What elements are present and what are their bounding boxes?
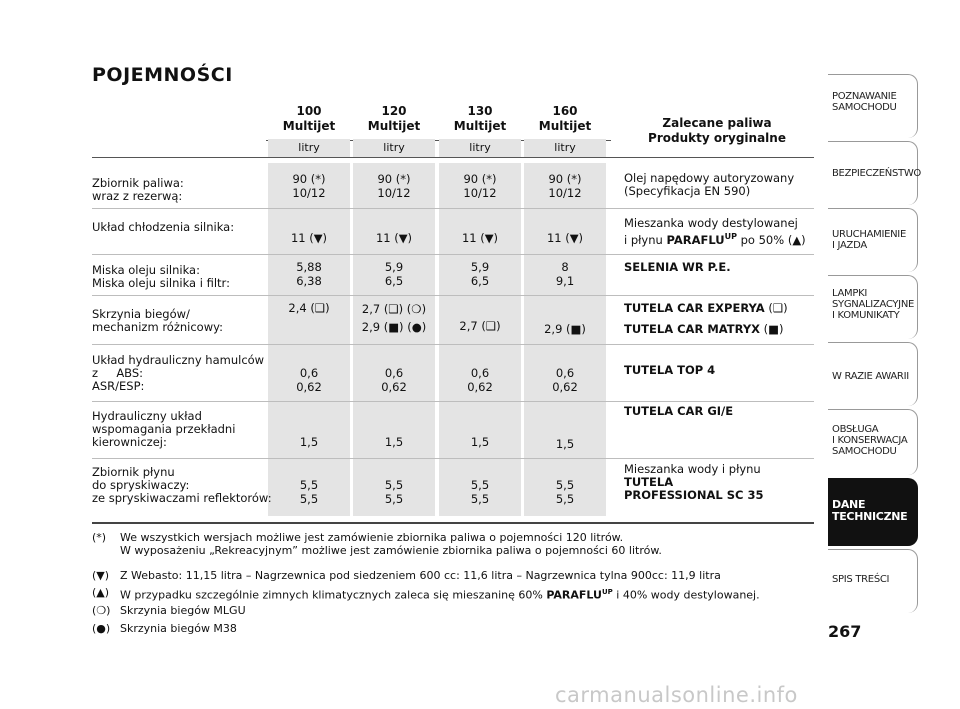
row-label-cooling: Układ chłodzenia silnika: [92, 220, 235, 234]
page-title: POJEMNOŚCI [92, 64, 233, 86]
row-divider [92, 344, 814, 345]
table-cell: 0,6 0,62 [552, 366, 578, 394]
footnote-mark: (▲) [92, 586, 110, 599]
unit-label: litry [353, 139, 435, 157]
table-cell: 90 (*) 10/12 [377, 172, 411, 200]
column-background [524, 163, 606, 516]
table-cell: 0,6 0,62 [381, 366, 407, 394]
unit-label: litry [268, 139, 350, 157]
footnote-mark: (❍) [92, 604, 111, 617]
table-cell: 11 (▼) [290, 231, 328, 245]
footnote-text: We wszystkich wersjach możliwe jest zamówienie zbiornika paliwa o pojemności 120 litrów. W wyposażeniu „Rekreacyjnym” możliwe jest zamówienie zbiornika paliwa o pojemności 60 litrów. [120, 531, 662, 557]
column-header-130-multijet: 130 Multijet [453, 104, 507, 133]
row-divider [92, 401, 814, 402]
table-cell: 11 (▼) [375, 231, 413, 245]
column-background [439, 163, 521, 516]
footnote-text: Z Webasto: 11,15 litra – Nagrzewnica pod siedzeniem 600 cc: 11,6 litra – Nagrzewnica tylna 900cc: 11,9 litra [120, 569, 721, 582]
table-cell: 5,9 6,5 [384, 260, 404, 288]
row-divider [92, 295, 814, 296]
fuel-recommendation: TUTELA CAR GI/E [624, 404, 734, 418]
table-cell: 90 (*) 10/12 [292, 172, 326, 200]
sidebar-tab-bezpieczenstwo[interactable]: BEZPIECZEŃSTWO [828, 141, 918, 205]
fuel-recommendation: Olej napędowy autoryzowany (Specyfikacja EN 590) [624, 171, 795, 198]
watermark: carmanualsonline.info [555, 683, 798, 707]
table-cell: 5,5 5,5 [555, 478, 575, 506]
row-label-brakes: Układ hydrauliczny hamulców z ABS: ASR/ESP: [92, 353, 265, 393]
table-cell: 1,5 [299, 435, 319, 449]
table-cell: 5,9 6,5 [470, 260, 490, 288]
fuel-recommendation: Mieszanka wody destylowanej i płynu $PARAFLU^{UP}$ po 50% (▲) [624, 216, 806, 247]
row-divider [92, 458, 814, 459]
table-cell: 2,7 (❑) (❍) 2,9 (■) (●) [361, 302, 427, 334]
table-bottom-rule [92, 522, 814, 524]
fuel-recommendation: TUTELA TOP 4 [624, 363, 716, 377]
column-background [353, 163, 435, 516]
table-cell: 2,9 (■) [544, 322, 586, 336]
table-cell: 1,5 [555, 437, 575, 451]
footnote-text: Skrzynia biegów M38 [120, 622, 237, 635]
sidebar-tab-w-razie-awarii[interactable]: W RAZIE AWARII [828, 342, 918, 406]
table-cell: 5,5 5,5 [299, 478, 319, 506]
unit-label: litry [439, 139, 521, 157]
column-background [268, 163, 350, 516]
table-cell: 11 (▼) [546, 231, 584, 245]
footnote-mark: (*) [92, 531, 107, 544]
table-cell: 1,5 [384, 435, 404, 449]
sidebar-tab-spis-tresci[interactable]: SPIS TREŚCI [828, 549, 918, 613]
sidebar-tab-dane-techniczne[interactable]: DANE TECHNICZNE [828, 478, 918, 546]
row-label-fuel-tank: Zbiornik paliwa: wraz z rezerwą: [92, 176, 184, 203]
unit-label: litry [524, 139, 606, 157]
row-label-steering: Hydrauliczny układ wspomagania przekładni kierowniczej: [92, 409, 236, 449]
sidebar-tab-lampki[interactable]: LAMPKI SYGNALIZACYJNE I KOMUNIKATY [828, 275, 918, 339]
footnote-text: W przypadku szczególnie zimnych klimatycznych zaleca się mieszaninę 60% $PARAFLU^{UP}$ i 40% wody destylowanej. [120, 588, 760, 602]
row-divider [92, 208, 814, 209]
row-label-oil: Miska oleju silnika: Miska oleju silnika i filtr: [92, 263, 230, 290]
column-header-160-multijet: 160 Multijet [538, 104, 592, 133]
sidebar-tab-poznawanie[interactable]: POZNAWANIE SAMOCHODU [828, 74, 918, 138]
header-divider [92, 157, 814, 158]
fuel-recommendation: SELENIA WR P.E. [624, 260, 731, 274]
table-cell: 0,6 0,62 [296, 366, 322, 394]
footnote-mark: (▼) [92, 569, 110, 582]
row-divider [92, 254, 814, 255]
table-cell: 2,4 (❑) [288, 301, 330, 315]
table-cell: 8 9,1 [555, 260, 575, 288]
table-cell: 11 (▼) [461, 231, 499, 245]
table-cell: 2,7 (❑) [459, 319, 501, 333]
sidebar-tab-uruchamienie[interactable]: URUCHAMIENIE I JAZDA [828, 208, 918, 272]
table-cell: 5,5 5,5 [470, 478, 490, 506]
footnote-mark: (●) [92, 622, 111, 635]
sidebar-tab-obsluga[interactable]: OBSŁUGA I KONSERWACJA SAMOCHODU [828, 409, 918, 475]
row-label-gearbox: Skrzynia biegów/ mechanizm różnicowy: [92, 307, 223, 334]
table-cell: 0,6 0,62 [467, 366, 493, 394]
column-header-100-multijet: 100 Multijet [282, 104, 336, 133]
page-number: 267 [828, 622, 862, 641]
table-cell: 90 (*) 10/12 [463, 172, 497, 200]
row-label-washer: Zbiornik płynu do spryskiwaczy: ze spryskiwaczami reflektorów: [92, 465, 272, 505]
fuel-recommendation: Mieszanka wody i płynu TUTELA PROFESSIONAL SC 35 [624, 462, 764, 502]
fuel-recommendation: TUTELA CAR EXPERYA (❑) TUTELA CAR MATRYX (■) [624, 301, 788, 336]
column-header-120-multijet: 120 Multijet [367, 104, 421, 133]
table-cell: 5,5 5,5 [384, 478, 404, 506]
footnote-text: Skrzynia biegów MLGU [120, 604, 246, 617]
fuel-column-header: Zalecane paliwa Produkty oryginalne [648, 116, 786, 145]
table-cell: 90 (*) 10/12 [548, 172, 582, 200]
table-cell: 1,5 [470, 435, 490, 449]
table-cell: 5,88 6,38 [296, 260, 322, 288]
